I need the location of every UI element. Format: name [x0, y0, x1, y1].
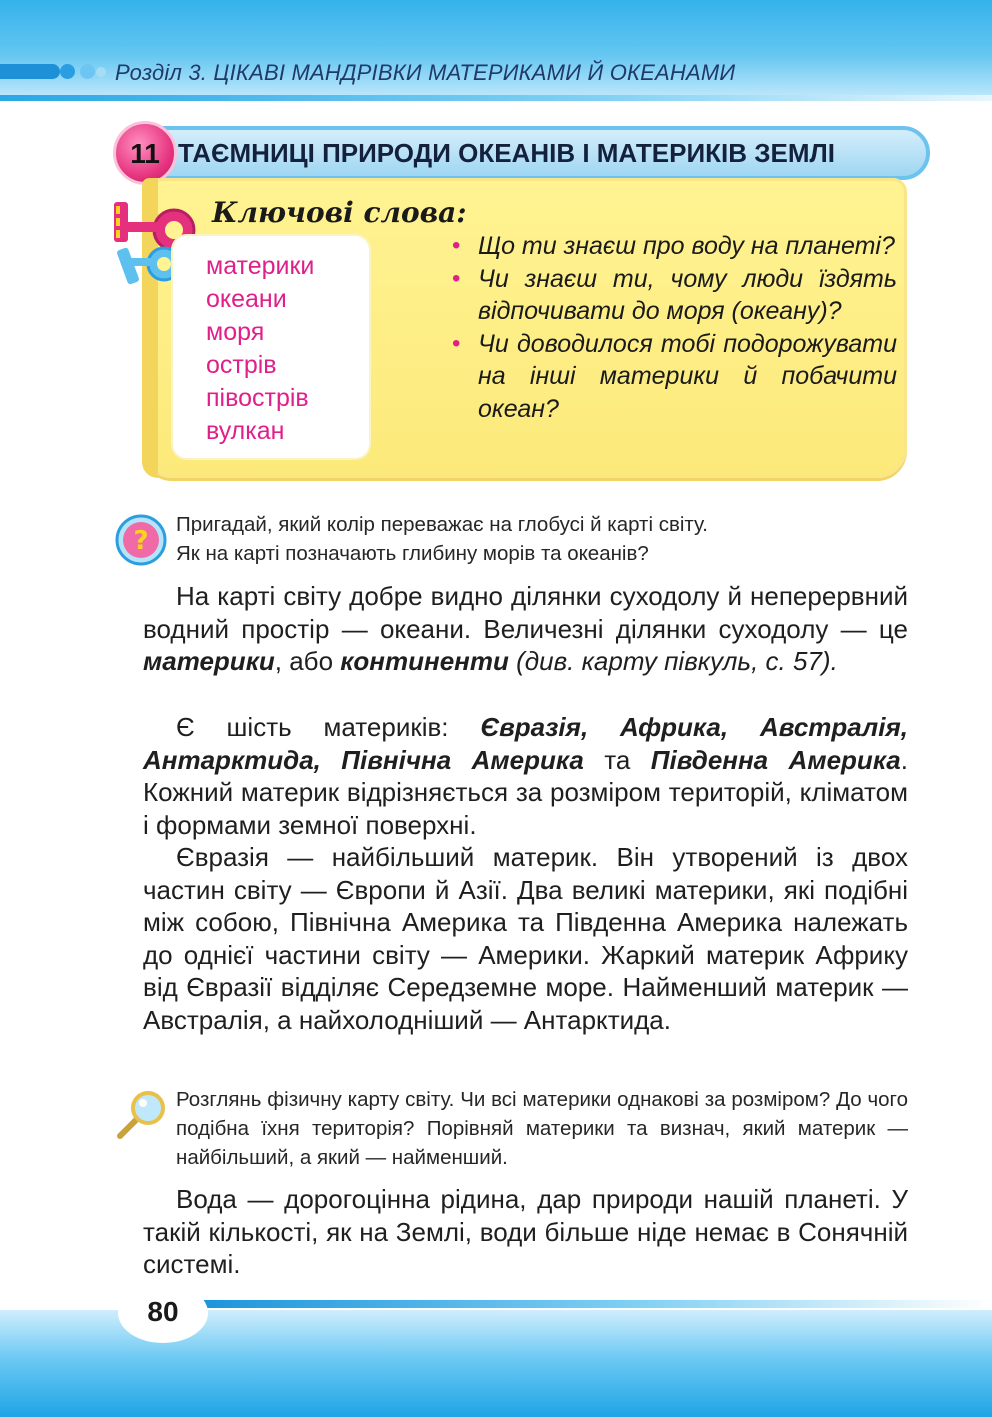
- paragraph-eurasia: Євразія — найбільший материк. Він утворений із двох частин світу — Європи й Азії. Два великі материки, які подібні між собою, Північна Америка та Південна Америка належать до однієї частини світу — Америки. Жаркий материк Африку від Євразії відділяє Середземне море. Найменший материк — Австралія, а найхолодніший — Антарктида.: [143, 842, 908, 1035]
- keyword-item: півострів: [206, 384, 309, 412]
- section-title: Розділ 3. ЦІКАВІ МАНДРІВКИ МАТЕРИКАМИ Й ОКЕАНАМИ: [115, 60, 736, 85]
- keyword-item: вулкан: [206, 417, 285, 445]
- intro-questions: [452, 230, 897, 425]
- lesson-title: ТАЄМНИЦІ ПРИРОДИ ОКЕАНІВ І МАТЕРИКІВ ЗЕМЛІ: [178, 138, 836, 168]
- keywords-heading: Ключові слова:: [212, 196, 467, 229]
- keyword-item: моря: [206, 318, 265, 346]
- question-text: Чи доводилося тобі подорожувати на інші материки й побачити океан?: [478, 329, 897, 423]
- paragraph-water: Вода — дорогоцінна рідина, дар природи нашій планеті. У такій кількості, як на Землі, води більше ніде немає в Сонячній системі.: [143, 1184, 908, 1280]
- recall-prompt: [176, 510, 916, 568]
- text-run: Є шість материків:: [176, 712, 481, 742]
- header-decor-dot: [80, 64, 95, 79]
- page-number: 80: [147, 1296, 179, 1327]
- text-run: , або: [274, 646, 341, 677]
- map-reference: (див. карту півкуль, с. 57).: [508, 646, 838, 677]
- term-kontynenty: континенти: [340, 646, 509, 677]
- header-decor-bar: [0, 64, 60, 79]
- explore-prompt: Розглянь фізичну карту світу. Чи всі материки однакові за розміром? До чого подібна їхня територія? Порівняй материки та визнач, який материк — найбільший, а який — найменший.: [176, 1088, 908, 1169]
- intro-question: [452, 328, 897, 426]
- header-decor-dot: [60, 64, 75, 79]
- keywords-list: [206, 250, 314, 448]
- lesson-number: 11: [130, 138, 160, 169]
- paragraph-six-continents: [143, 711, 908, 841]
- question-text: Що ти знаєш про воду на планеті?: [478, 232, 895, 260]
- term-materyky: материки: [143, 646, 275, 677]
- continent-name-south-america: Південна Америка: [650, 744, 901, 775]
- header-decor-dot: [96, 67, 106, 77]
- bullet-icon: •: [452, 264, 461, 292]
- footer-stripe: [200, 1300, 992, 1308]
- question-text: Чи знаєш ти, чому люди їздять відпочивати до моря (океану)?: [478, 264, 897, 325]
- bullet-icon: •: [452, 329, 461, 357]
- intro-question: [452, 263, 897, 328]
- continent-names: Євразія, Африка, Австралія, Антарктида, Північна Америка: [143, 712, 908, 775]
- text-run: На карті світу добре видно ділянки суходолу й неперервний водний простір — океани. Величезні ділянки суходолу — це: [143, 581, 908, 644]
- recall-line: Як на карті позначають глибину морів та океанів?: [176, 542, 649, 565]
- svg-text:?: ?: [133, 526, 149, 556]
- recall-line: Пригадай, який колір переважає на глобусі й карті світу.: [176, 513, 708, 536]
- text-run: . Кожний материк відрізняється за розміром територій, кліматом і формами земної поверхні.: [143, 744, 909, 840]
- paragraph-continents-intro: [143, 580, 908, 678]
- text-run: та: [583, 744, 651, 775]
- intro-question: [452, 230, 897, 263]
- keyword-item: острів: [206, 351, 277, 379]
- magnifying-glass-icon: [112, 1086, 170, 1144]
- header-stripe: [0, 95, 992, 101]
- question-mark-icon: [115, 514, 167, 566]
- keyword-item: океани: [206, 285, 287, 313]
- bullet-icon: •: [452, 232, 461, 259]
- keyword-item: материки: [206, 252, 315, 280]
